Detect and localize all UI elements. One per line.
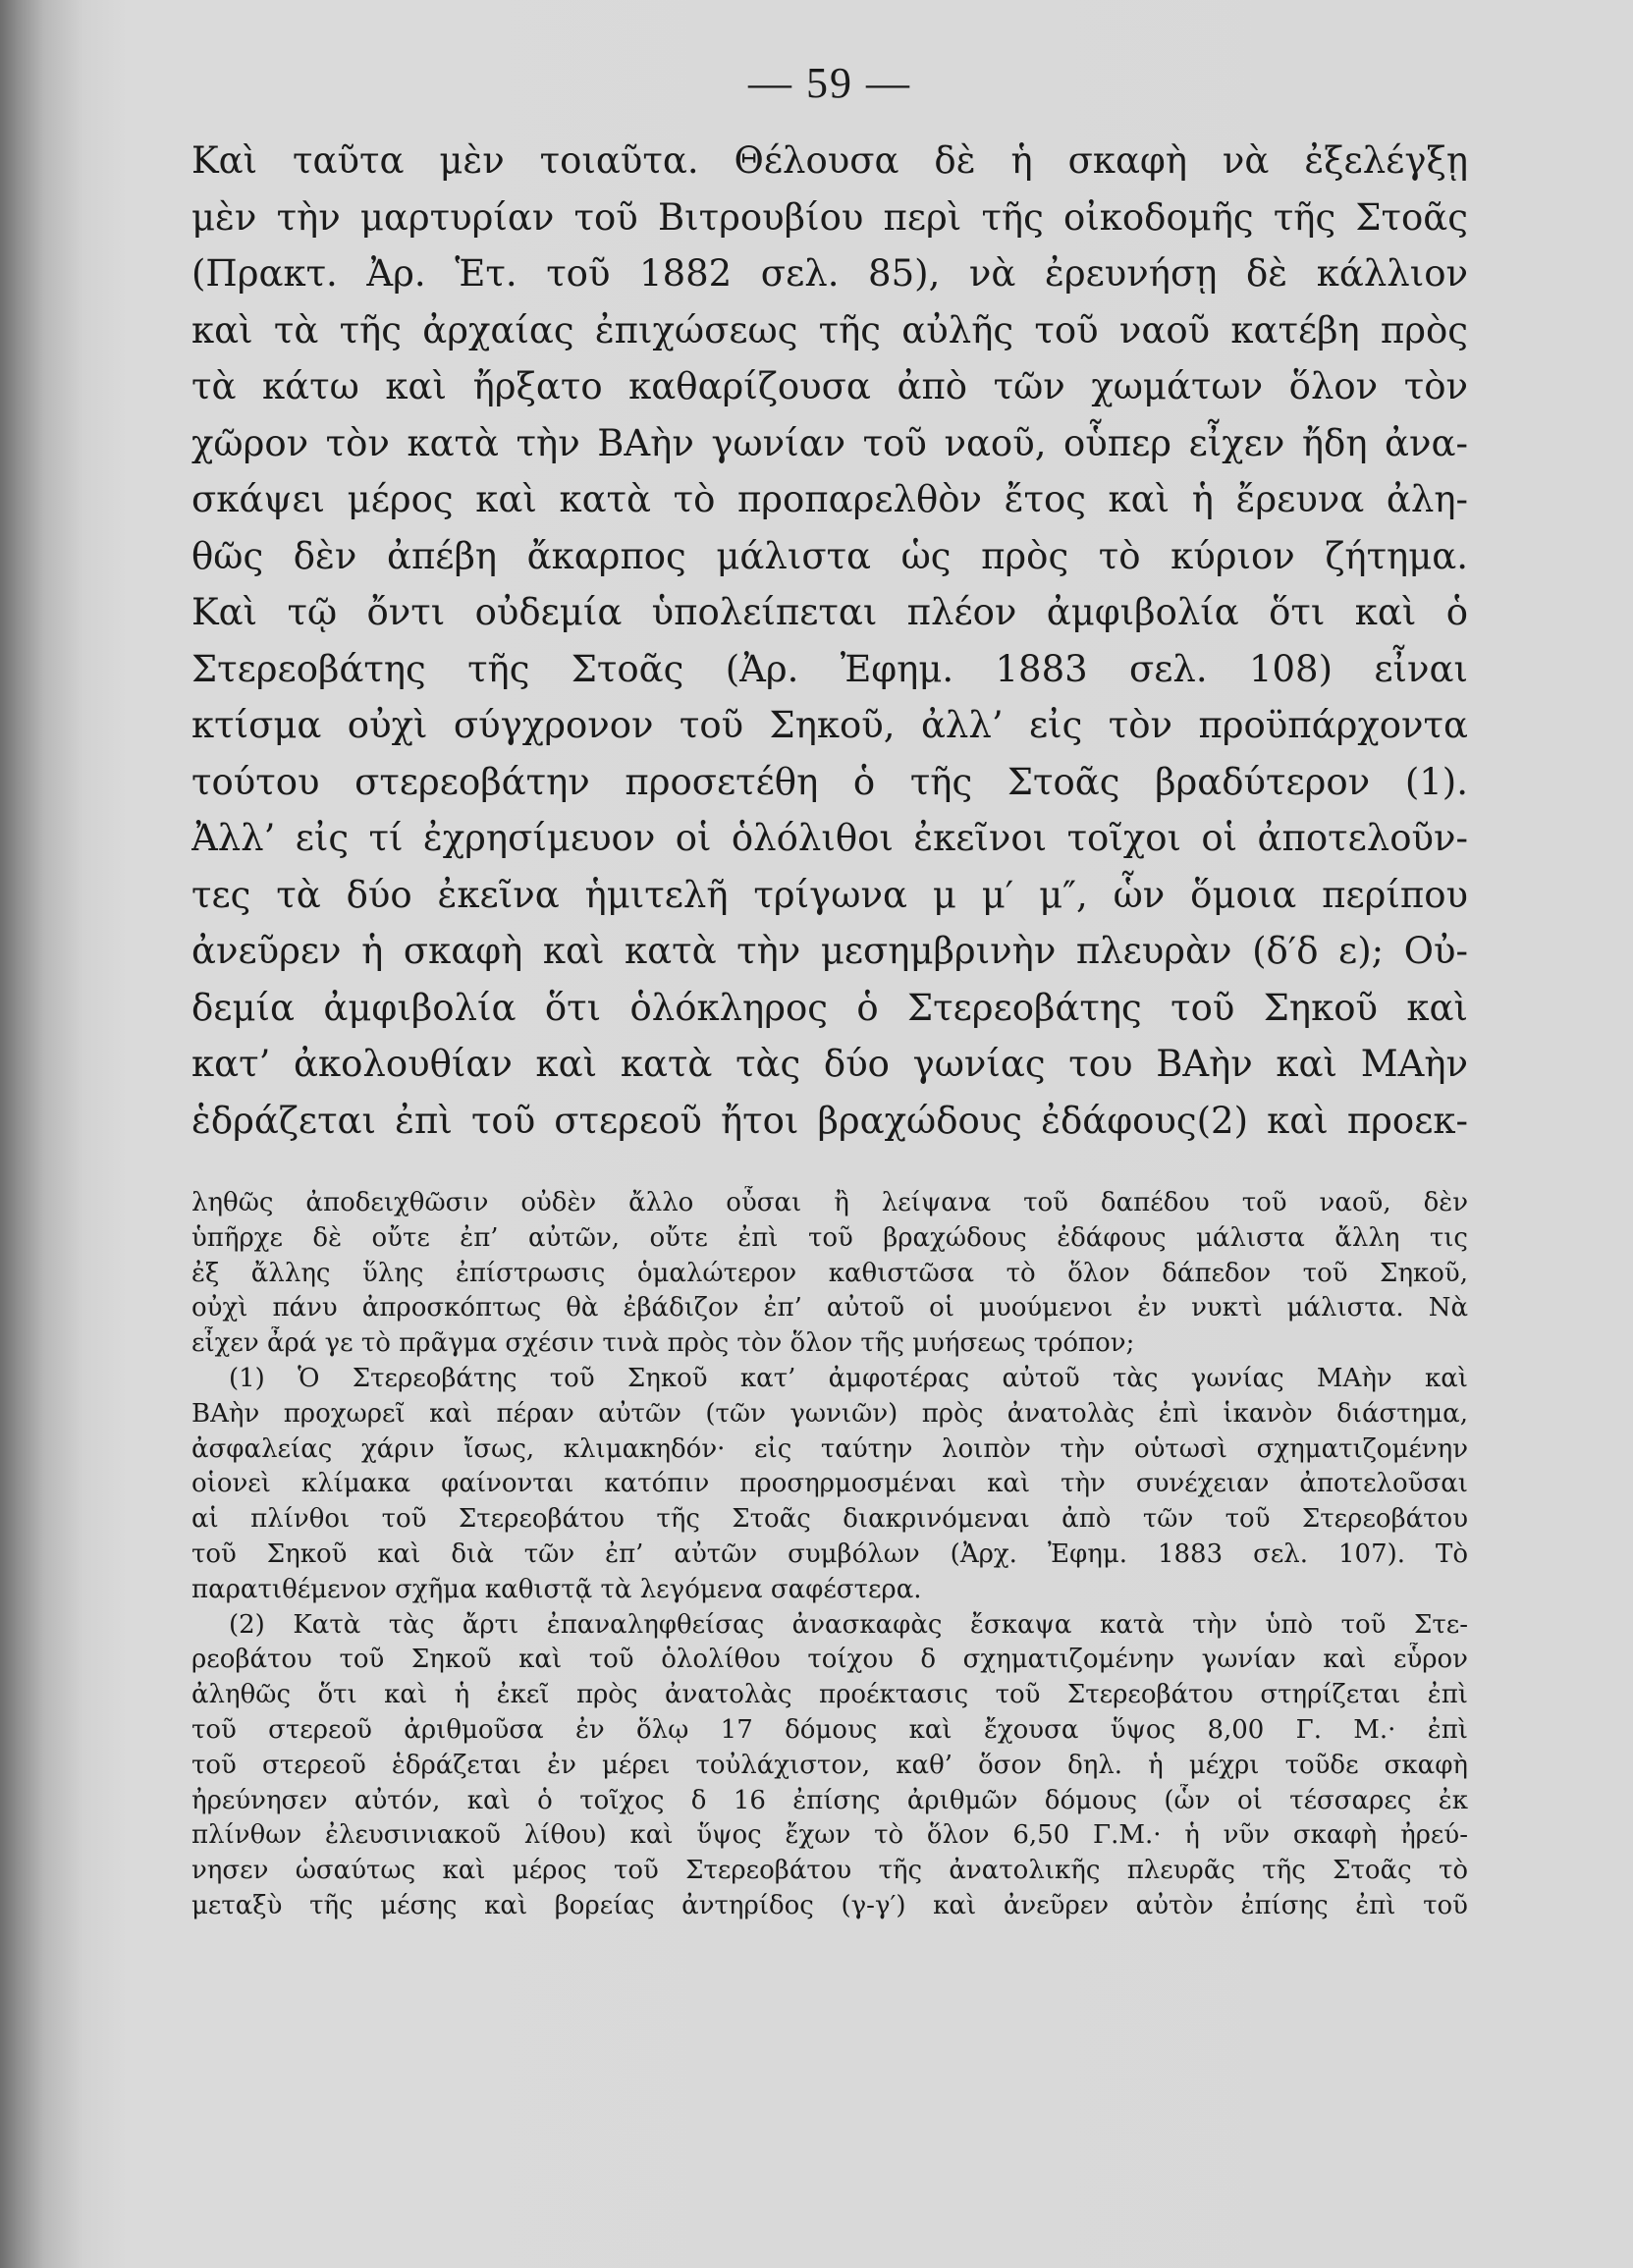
main-text-line: Καὶ ταῦτα μὲν τοιαῦτα. Θέλουσα δὲ ἡ σκαφὴ νὰ ἐξελέγξῃ [191, 139, 1468, 182]
footnote-2-line: ρεοβάτου τοῦ Σηκοῦ καὶ τοῦ ὁλολίθου τοίχου δ σχηματιζομένην γωνίαν καὶ εὗρον [191, 1645, 1468, 1675]
main-text-line: τούτου στερεοβάτην προσετέθη ὁ τῆς Στοᾶς βραδύτερον (1). [191, 760, 1468, 803]
main-text-line: Καὶ τῷ ὄντι οὐδεμία ὑπολείπεται πλέον ἀμφιβολία ὅτι καὶ ὁ [191, 591, 1468, 633]
main-text-line: τες τὰ δύο ἐκεῖνα ἡμιτελῆ τρίγωνα μ μ′ μ″, ὧν ὅμοια περίπου [191, 873, 1468, 916]
main-text-line: χῶρον τὸν κατὰ τὴν ΒΑὴν γωνίαν τοῦ ναοῦ, οὗπερ εἶχεν ἤδη ἀνα- [191, 421, 1468, 464]
footnote-1-line: τοῦ Σηκοῦ καὶ διὰ τῶν ἐπ’ αὐτῶν συμβόλων (Ἀρχ. Ἐφημ. 1883 σελ. 107). Τὸ [191, 1539, 1468, 1569]
footnote-2-line: τοῦ στερεοῦ ἀριθμοῦσα ἐν ὅλῳ 17 δόμους καὶ ἔχουσα ὕψος 8,00 Γ. Μ.· ἐπὶ [191, 1714, 1468, 1745]
main-text-line: καὶ τὰ τῆς ἀρχαίας ἐπιχώσεως τῆς αὐλῆς τοῦ ναοῦ κατέβη πρὸς [191, 308, 1468, 351]
main-text-line: Στερεοβάτης τῆς Στοᾶς (Ἀρ. Ἐφημ. 1883 σελ. 108) εἶναι [191, 647, 1468, 690]
main-text-line: κτίσμα οὐχὶ σύγχρονον τοῦ Σηκοῦ, ἀλλ’ εἰς τὸν προϋπάρχοντα [191, 704, 1468, 746]
footnote-line: ὑπῆρχε δὲ οὔτε ἐπ’ αὐτῶν, οὔτε ἐπὶ τοῦ βραχώδους ἐδάφους μάλιστα ἄλλη τις [191, 1222, 1468, 1253]
footnote-1-line: ἀσφαλείας χάριν ἴσως, κλιμακηδόν· εἰς ταύτην λοιπὸν τὴν οὑτωσὶ σχηματιζομένην [191, 1433, 1468, 1464]
footnote-1-line: παρατιθέμενον σχῆμα καθιστᾷ τὰ λεγόμενα σαφέστερα. [191, 1574, 922, 1604]
main-text-line: Ἀλλ’ εἰς τί ἐχρησίμευον οἱ ὁλόλιθοι ἐκεῖνοι τοῖχοι οἱ ἀποτελοῦν- [191, 817, 1468, 859]
main-text-line: σκάψει μέρος καὶ κατὰ τὸ προπαρελθὸν ἔτος καὶ ἡ ἔρευνα ἀλη- [191, 478, 1468, 520]
footnote-2-line: πλίνθων ἐλευσινιακοῦ λίθου) καὶ ὕψος ἔχων τὸ ὅλον 6,50 Γ.Μ.· ἡ νῦν σκαφὴ ἠρεύ- [191, 1820, 1468, 1851]
footnote-2-line: (2) Κατὰ τὰς ἄρτι ἐπαναληφθείσας ἀνασκαφὰς ἔσκαψα κατὰ τὴν ὑπὸ τοῦ Στε- [229, 1609, 1468, 1640]
footnote-2-line: ἠρεύνησεν αὐτόν, καὶ ὁ τοῖχος δ 16 ἐπίσης ἀριθμῶν δόμους (ὧν οἱ τέσσαρες ἐκ [191, 1785, 1468, 1815]
footnote-2-line: τοῦ στερεοῦ ἑδράζεται ἐν μέρει τοὐλάχιστον, καθ’ ὅσον δηλ. ἡ μέχρι τοῦδε σκαφὴ [191, 1750, 1468, 1780]
footnotes-block [191, 1186, 1468, 1924]
main-text-line: ἑδράζεται ἐπὶ τοῦ στερεοῦ ἤτοι βραχώδους ἐδάφους(2) καὶ προεκ- [191, 1099, 1468, 1142]
footnote-2-line: μεταξὺ τῆς μέσης καὶ βορείας ἀντηρίδος (γ-γ′) καὶ ἀνεῦρεν αὐτὸν ἐπίσης ἐπὶ τοῦ [191, 1890, 1468, 1920]
footnote-1-line: (1) Ὁ Στερεοβάτης τοῦ Σηκοῦ κατ’ ἀμφοτέρας αὐτοῦ τὰς γωνίας ΜΑὴν καὶ [229, 1363, 1468, 1393]
main-text-line: τὰ κάτω καὶ ἤρξατο καθαρίζουσα ἀπὸ τῶν χωμάτων ὅλον τὸν [191, 365, 1468, 407]
footnote-line: οὐχὶ πάνυ ἀπροσκόπτως θὰ ἐβάδιζον ἐπ’ αὐτοῦ οἱ μυούμενοι ἐν νυκτὶ μάλιστα. Νὰ [191, 1293, 1468, 1323]
footnote-1-line: ΒΑὴν προχωρεῖ καὶ πέραν αὐτῶν (τῶν γωνιῶν) πρὸς ἀνατολὰς ἐπὶ ἱκανὸν διάστημα, [191, 1398, 1468, 1429]
footnote-2-line: νησεν ὡσαύτως καὶ μέρος τοῦ Στερεοβάτου τῆς ἀνατολικῆς πλευρᾶς τῆς Στοᾶς τὸ [191, 1856, 1468, 1886]
footnote-line: ληθῶς ἀποδειχθῶσιν οὐδὲν ἄλλο οὖσαι ἢ λείψανα τοῦ δαπέδου τοῦ ναοῦ, δὲν [191, 1188, 1468, 1217]
main-text-line: θῶς δὲν ἀπέβη ἄκαρπος μάλιστα ὡς πρὸς τὸ κύριον ζήτημα. [191, 534, 1468, 577]
main-text-line: δεμία ἀμφιβολία ὅτι ὁλόκληρος ὁ Στερεοβάτης τοῦ Σηκοῦ καὶ [191, 986, 1468, 1029]
footnote-1-line: οἱονεὶ κλίμακα φαίνονται κατόπιν προσηρμοσμέναι καὶ τὴν συνέχειαν ἀποτελοῦσαι [191, 1469, 1468, 1499]
book-page [191, 54, 1468, 1924]
footnote-line: ἐξ ἄλλης ὕλης ἐπίστρωσις ὁμαλώτερον καθιστῶσα τὸ ὅλον δάπεδον τοῦ Σηκοῦ, [191, 1258, 1468, 1288]
main-text-block [191, 133, 1468, 1149]
main-text-line: (Πρακτ. Ἀρ. Ἑτ. τοῦ 1882 σελ. 85), νὰ ἐρευνήσῃ δὲ κάλλιον [191, 252, 1468, 295]
footnote-line: εἶχεν ἆρά γε τὸ πρᾶγμα σχέσιν τινὰ πρὸς τὸν ὅλον τῆς μυήσεως τρόπον; [191, 1328, 1135, 1359]
footnote-2-line: ἀληθῶς ὅτι καὶ ἡ ἐκεῖ πρὸς ἀνατολὰς προέκτασις τοῦ Στερεοβάτου στηρίζεται ἐπὶ [191, 1680, 1468, 1710]
main-text-line: κατ’ ἀκολουθίαν καὶ κατὰ τὰς δύο γωνίας του ΒΑὴν καὶ ΜΑὴν [191, 1043, 1468, 1085]
main-text-line: μὲν τὴν μαρτυρίαν τοῦ Βιτρουβίου περὶ τῆς οἰκοδομῆς τῆς Στοᾶς [191, 195, 1468, 239]
page-number: — 59 — [748, 59, 911, 107]
footnote-1-line: αἱ πλίνθοι τοῦ Στερεοβάτου τῆς Στοᾶς διακρινόμεναι ἀπὸ τῶν τοῦ Στερεοβάτου [191, 1504, 1468, 1535]
main-text-line: ἀνεῦρεν ἡ σκαφὴ καὶ κατὰ τὴν μεσημβρινὴν πλευρὰν (δ′δ ε); Οὐ- [191, 930, 1468, 972]
